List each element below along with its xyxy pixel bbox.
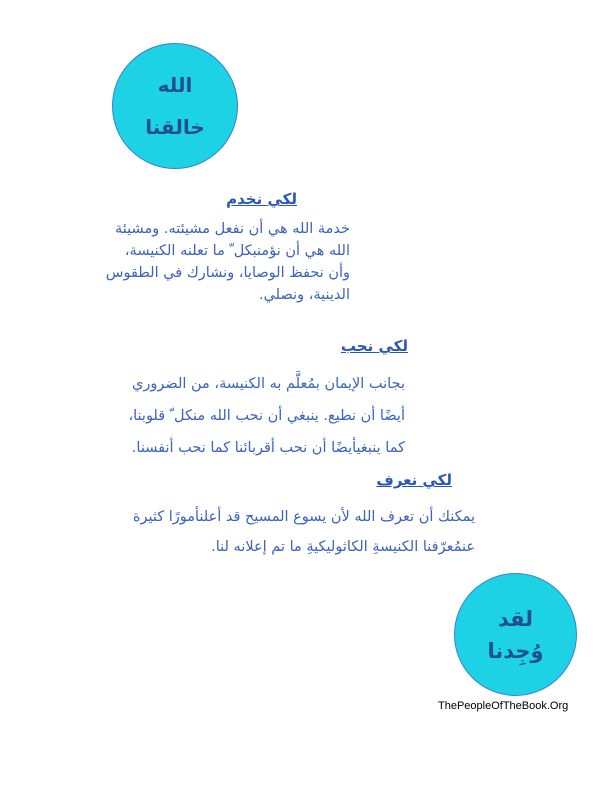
body-line: يمكنك أن تعرف الله لأن يسوع المسيح قد أعلنأمورًا كثيرة [132, 509, 475, 525]
section-body-know [133, 502, 475, 562]
section-body-love [128, 368, 405, 464]
body-line: عنمُعرّفنا الكنيسةِ الكاثوليكيةِ ما تم إعلانه لنا. [211, 539, 475, 555]
circle-top-line2: خالقنا [145, 115, 205, 139]
section-heading-serve: لكي نخدم [226, 190, 297, 208]
body-line: بجانب الإيمان بمُعلَّم به الكنيسة، من الضروري [132, 376, 405, 392]
body-line: الله هي أن نؤمنبكل ّ ما تعلنه الكنيسة، [124, 243, 350, 259]
body-line: أيضًا أن نطيع. ينبغي أن نحب الله منكل ّ قلوبنا، [128, 408, 405, 424]
site-url: ThePeopleOfTheBook.Org [438, 700, 569, 712]
god-creator-circle [112, 43, 238, 169]
circle-top-line1: الله [157, 73, 193, 97]
section-heading-know: لكي نعرف [376, 471, 452, 489]
circle-bottom-line1: لقد [497, 606, 534, 631]
body-line: خدمة الله هي أن نفعل مشيئته. ومشيئة [115, 221, 350, 237]
circle-bottom-line2: وُجِدنا [487, 638, 544, 663]
body-line: كما ينبغيأيضًا أن نحب أقربائنا كما نحب أنفسنا. [131, 440, 405, 456]
body-line: وأن نحفظ الوصايا، ونشارك في الطقوس [105, 265, 350, 281]
section-heading-love: لكي نحب [340, 337, 408, 355]
we-were-found-circle [454, 573, 577, 696]
section-body-serve [106, 218, 350, 306]
body-line: الدينية، ونصلي. [258, 287, 350, 303]
